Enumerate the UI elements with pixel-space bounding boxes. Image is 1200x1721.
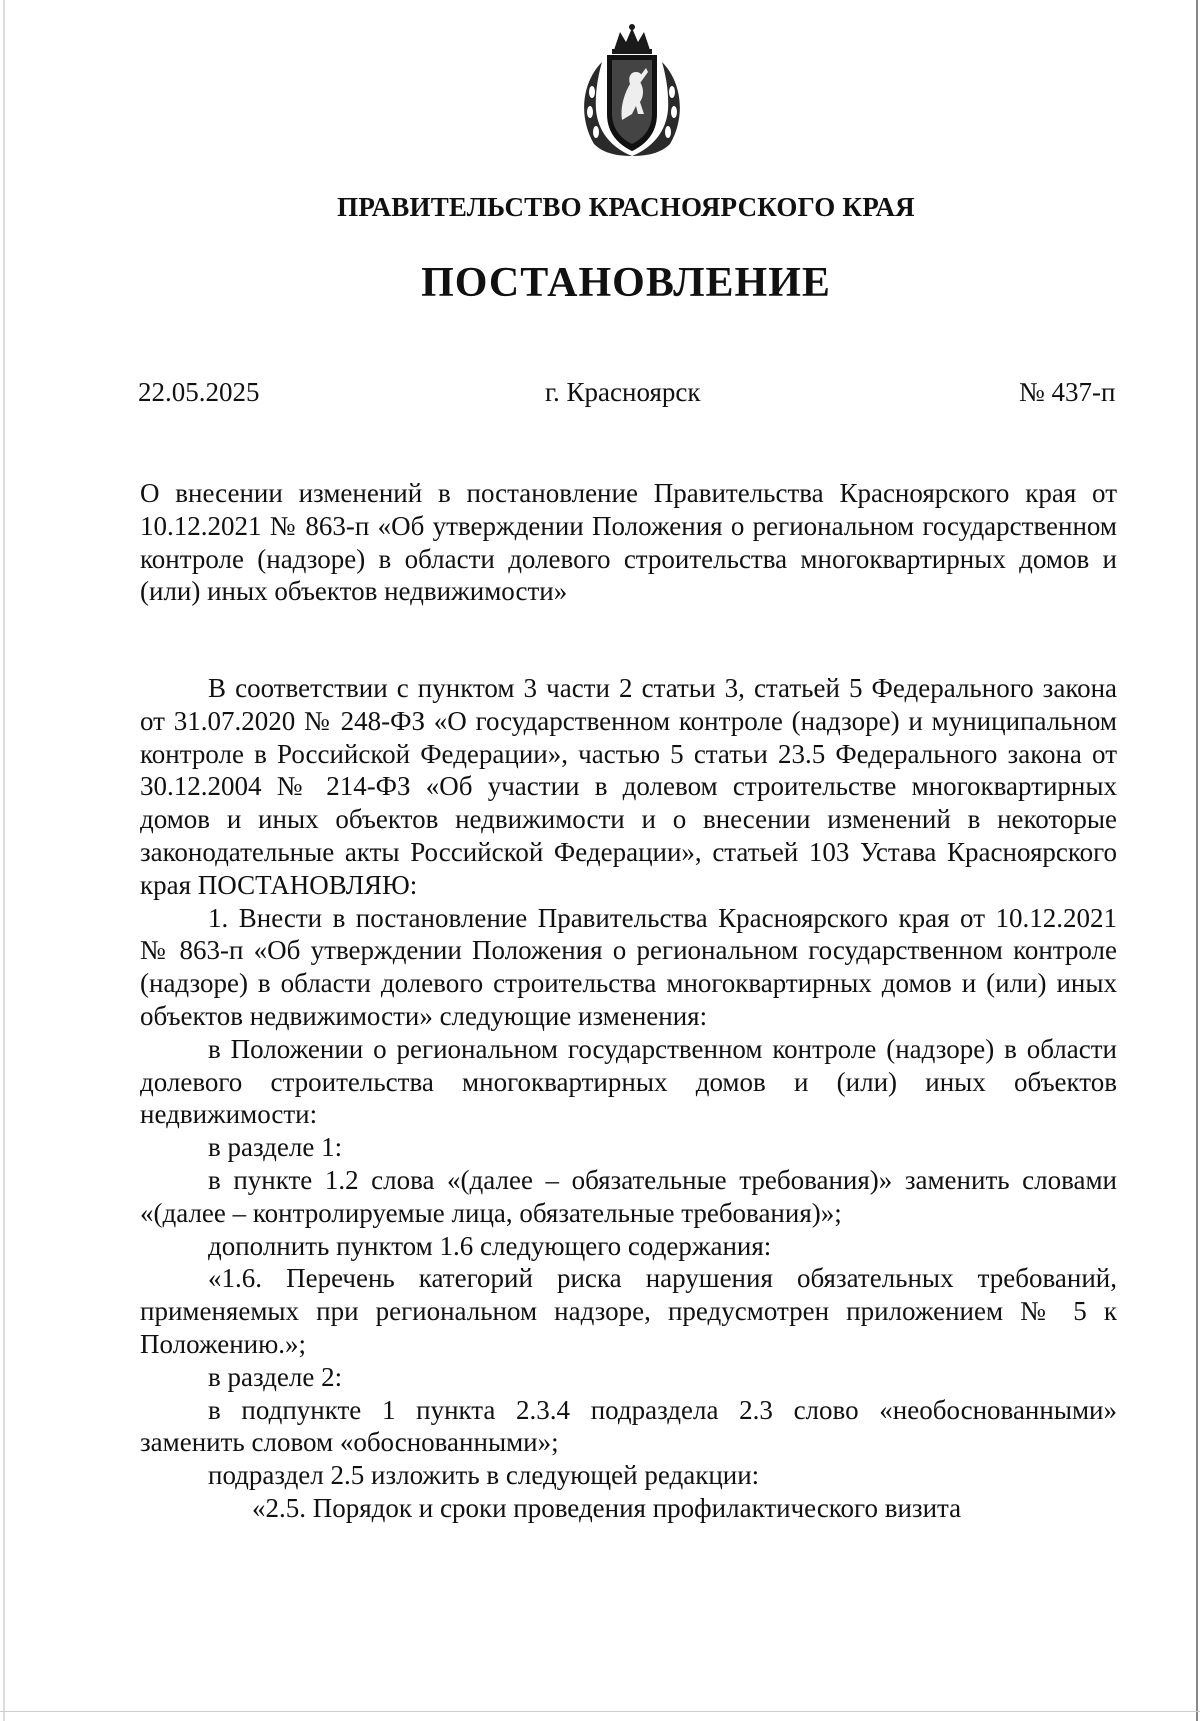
government-name: ПРАВИТЕЛЬСТВО КРАСНОЯРСКОГО КРАЯ: [337, 192, 915, 222]
body-paragraph: в пункте 1.2 слова «(далее – обязательные требования)» заменить словами «(далее – контролируемые лица, обязательные требования)»;: [140, 1164, 1117, 1228]
scan-edge-bottom: [0, 1711, 1200, 1712]
document-body: [140, 672, 1117, 1525]
document-number: № 437-п: [1019, 377, 1116, 407]
body-paragraph: 1. Внести в постановление Правительства Красноярского края от 10.12.2021 № 863-п «Об утверждении Положения о региональном государственном контроле (надзоре) в области долевого строительства многоквартирных домов и (или) иных объектов недвижимости» следующие изменения:: [140, 902, 1117, 1031]
body-paragraph: В соответствии с пунктом 3 части 2 статьи 3, статьей 5 Федерального закона от 31.07.2020 № 248-ФЗ «О государственном контроле (надзоре) и муниципальном контроле в Российской Федерации», частью 5 статьи 23.5 Федерального закона от 30.12.2004 № 214-ФЗ «Об участии в долевом строительстве многоквартирных домов и иных объектов недвижимости и о внесении изменений в некоторые законодательные акты Российской Федерации», статьей 103 Устава Красноярского края ПОСТАНОВЛЯЮ:: [140, 673, 1117, 900]
body-paragraph: дополнить пунктом 1.6 следующего содержания:: [208, 1230, 772, 1261]
document-city: г. Красноярск: [545, 377, 701, 407]
document-subject-text: О внесении изменений в постановление Правительства Красноярского края от 10.12.2021 № 863-п «Об утверждении Положения о региональном государственном контроле (надзоре) в области долевого строительства многоквартирных домов и (или) иных объектов недвижимости»: [140, 478, 1117, 607]
krasnoyarsk-coat-of-arms-icon: [564, 22, 700, 160]
body-paragraph: в разделе 2:: [208, 1361, 343, 1392]
body-paragraph: подраздел 2.5 изложить в следующей редакции:: [208, 1460, 760, 1491]
body-paragraph: в разделе 1:: [208, 1132, 343, 1163]
document-date: 22.05.2025: [138, 377, 260, 407]
document-subject: [140, 477, 1117, 608]
document-type-title: ПОСТАНОВЛЕНИЕ: [421, 260, 831, 306]
body-paragraph: в Положении о региональном государственном контроле (надзоре) в области долевого строительства многоквартирных домов и (или) иных объектов недвижимости:: [140, 1033, 1117, 1130]
section-heading: «2.5. Порядок и сроки проведения профилактического визита: [252, 1492, 962, 1523]
body-paragraph: «1.6. Перечень категорий риска нарушения обязательных требований, применяемых при региональном надзоре, предусмотрен приложением № 5 к Положению.»;: [140, 1263, 1117, 1359]
body-paragraph: в подпункте 1 пункта 2.3.4 подраздела 2.3 слово «необоснованными» заменить словом «обоснованными»;: [140, 1394, 1117, 1458]
